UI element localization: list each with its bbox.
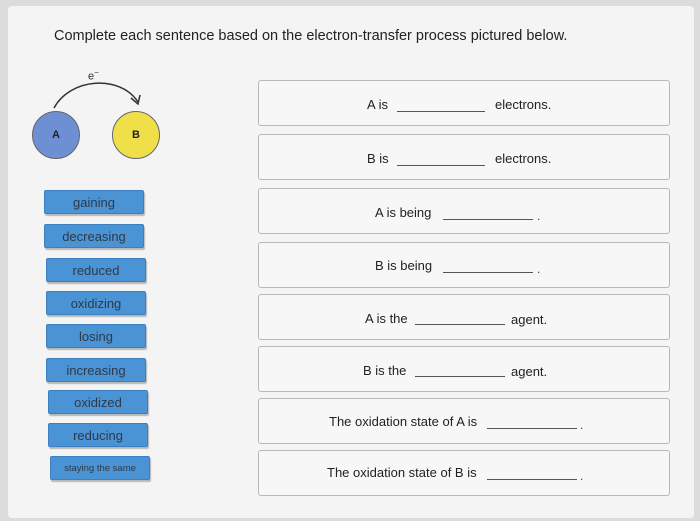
word-chip-oxidized[interactable]: oxidized <box>48 390 148 414</box>
sentence-text-end: electrons. <box>495 151 552 166</box>
sentence-box-6 <box>258 346 670 392</box>
answer-blank[interactable] <box>397 165 485 166</box>
answer-blank[interactable] <box>397 111 485 112</box>
word-chip-decreasing[interactable]: decreasing <box>44 224 144 248</box>
sentence-box-4 <box>258 242 670 288</box>
sentence-period: . <box>537 209 541 223</box>
sentence-box-8 <box>258 450 670 496</box>
answer-blank[interactable] <box>415 324 505 325</box>
answer-blank[interactable] <box>487 428 577 429</box>
sentence-text: B is <box>367 151 389 166</box>
answer-blank[interactable] <box>443 272 533 273</box>
sentence-box-7 <box>258 398 670 444</box>
word-chip-losing[interactable]: losing <box>46 324 146 348</box>
sentence-text: The oxidation state of B is <box>327 465 477 480</box>
sentence-text-end: agent. <box>511 364 548 379</box>
sentence-text: B is being <box>375 258 433 273</box>
sentence-text-end: agent. <box>511 312 548 327</box>
word-chip-reduced[interactable]: reduced <box>46 258 146 282</box>
atom-b: B <box>112 111 160 159</box>
sentence-box-5 <box>258 294 670 340</box>
sentence-box-3 <box>258 188 670 234</box>
sentence-text: B is the <box>363 363 407 378</box>
answer-blank[interactable] <box>443 219 533 220</box>
sentence-period: . <box>580 469 584 483</box>
sentence-text: A is <box>367 97 388 112</box>
sentence-box-2 <box>258 134 670 180</box>
electron-transfer-diagram <box>20 68 190 168</box>
atom-a: A <box>32 111 80 159</box>
word-chip-staying-the-same[interactable]: staying the same <box>50 456 150 480</box>
sentence-box-1 <box>258 80 670 126</box>
sentence-text-end: electrons. <box>495 97 552 112</box>
electron-label: e− <box>88 68 99 83</box>
sentence-period: . <box>580 418 584 432</box>
sentence-text: The oxidation state of A is <box>329 414 478 429</box>
instructions-text: Complete each sentence based on the electron-transfer process pictured below. <box>54 28 568 44</box>
sentence-period: . <box>537 262 541 276</box>
answer-blank[interactable] <box>487 479 577 480</box>
answer-blank[interactable] <box>415 376 505 377</box>
sentence-text: A is the <box>365 311 408 326</box>
word-chip-increasing[interactable]: increasing <box>46 358 146 382</box>
word-chip-gaining[interactable]: gaining <box>44 190 144 214</box>
word-chip-oxidizing[interactable]: oxidizing <box>46 291 146 315</box>
sentence-text: A is being <box>375 205 432 220</box>
word-chip-reducing[interactable]: reducing <box>48 423 148 447</box>
